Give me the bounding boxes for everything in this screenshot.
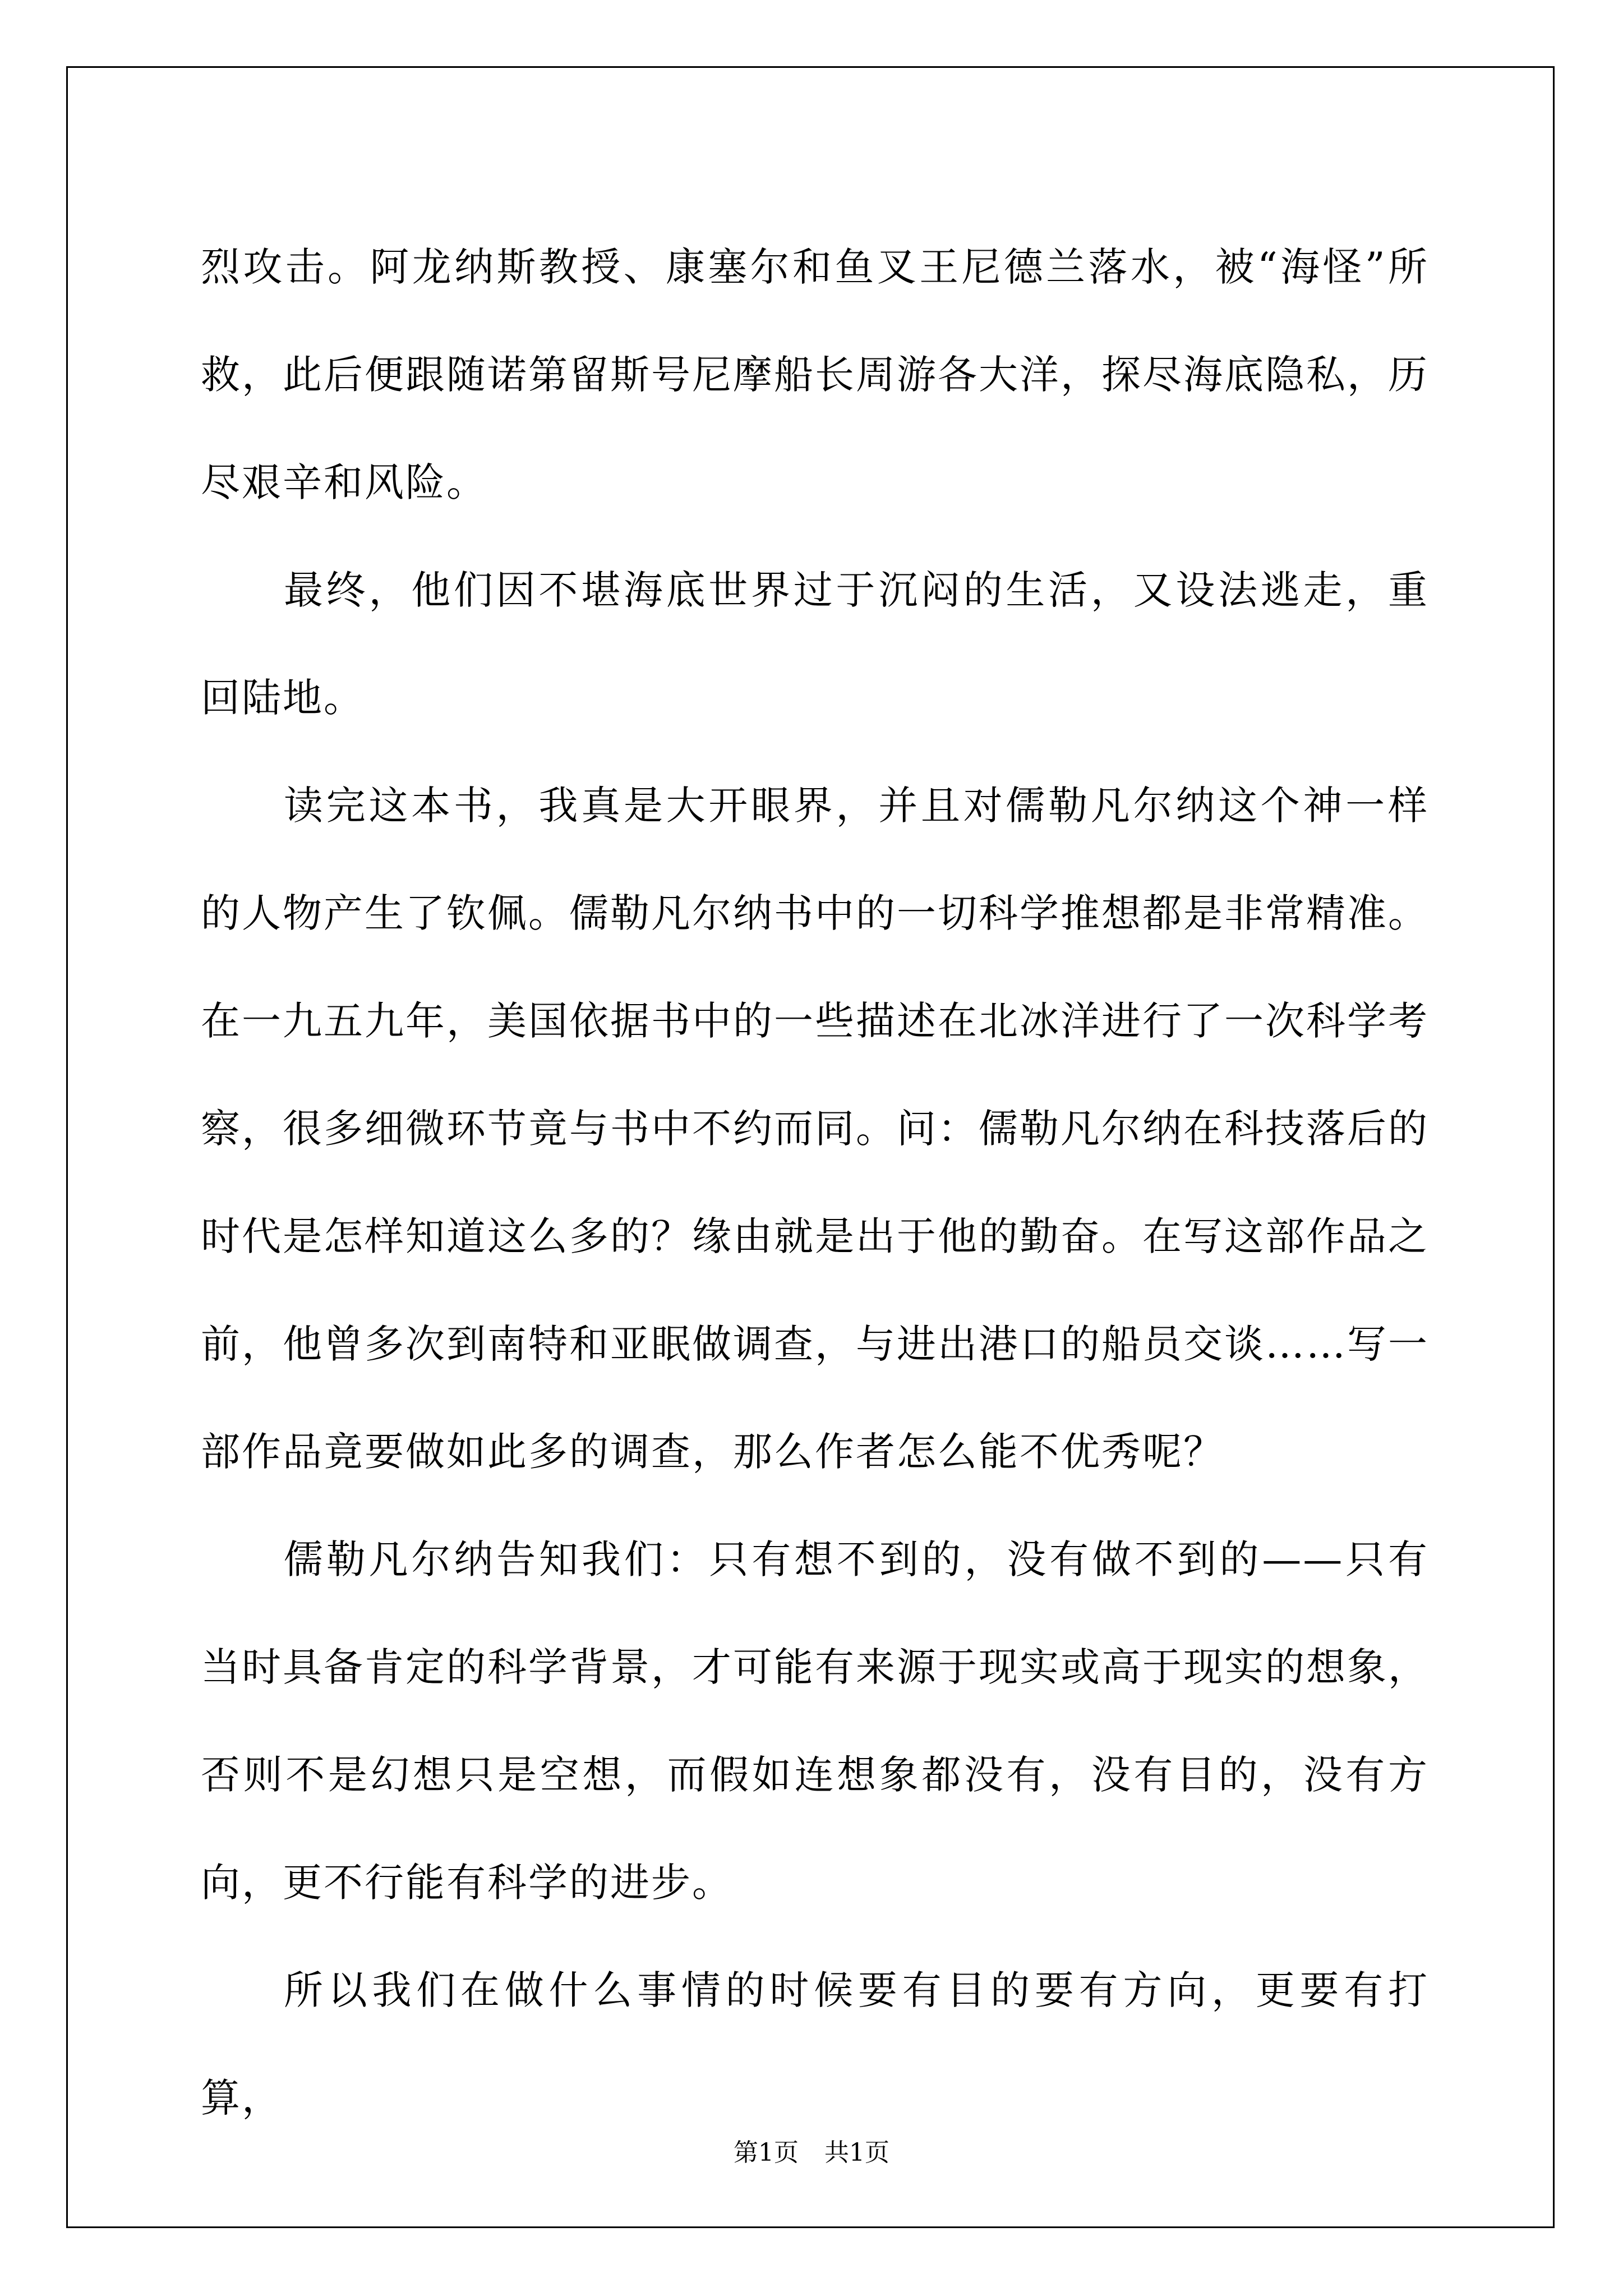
page-footer <box>0 2136 1623 2170</box>
paragraph-5: 所以我们在做什么事情的时候要有目的要有方向，更要有打算， <box>201 1967 1429 2121</box>
total-pages: 共1页 <box>824 2138 889 2167</box>
paragraph-3: 读完这本书，我真是大开眼界，并且对儒勒凡尔纳这个神一样的人物产生了钦佩。儒勒凡尔纳书中的一切科学推想都是非常精准。在一九五九年，美国依据书中的一些描述在北冰洋进行了一次科学考察，很多细微环节竟与书中不约而同。问：儒勒凡尔纳在科技落后的时代是怎样知道这么多的？缘由就是出于他的勤奋。在写这部作品之前，他曾多次到南特和亚眠做调查，与进出港口的船员交谈……写一部作品竟要做如此多的调查，那么作者怎么能不优秀呢？ <box>201 783 1429 1475</box>
paragraph-1: 烈攻击。阿龙纳斯教授、康塞尔和鱼叉王尼德兰落水，被“海怪”所救，此后便跟随诺第留斯号尼摩船长周游各大洋，探尽海底隐私，历尽艰辛和风险。 <box>201 244 1429 505</box>
document-body <box>201 213 1429 2152</box>
paragraph-4: 儒勒凡尔纳告知我们：只有想不到的，没有做不到的——只有当时具备肯定的科学背景，才可能有来源于现实或高于现实的想象，否则不是幻想只是空想，而假如连想象都没有，没有目的，没有方向，更不行能有科学的进步。 <box>201 1536 1429 1906</box>
paragraph-2: 最终，他们因不堪海底世界过于沉闷的生活，又设法逃走，重回陆地。 <box>201 567 1429 721</box>
page-number: 第1页 <box>734 2138 799 2167</box>
